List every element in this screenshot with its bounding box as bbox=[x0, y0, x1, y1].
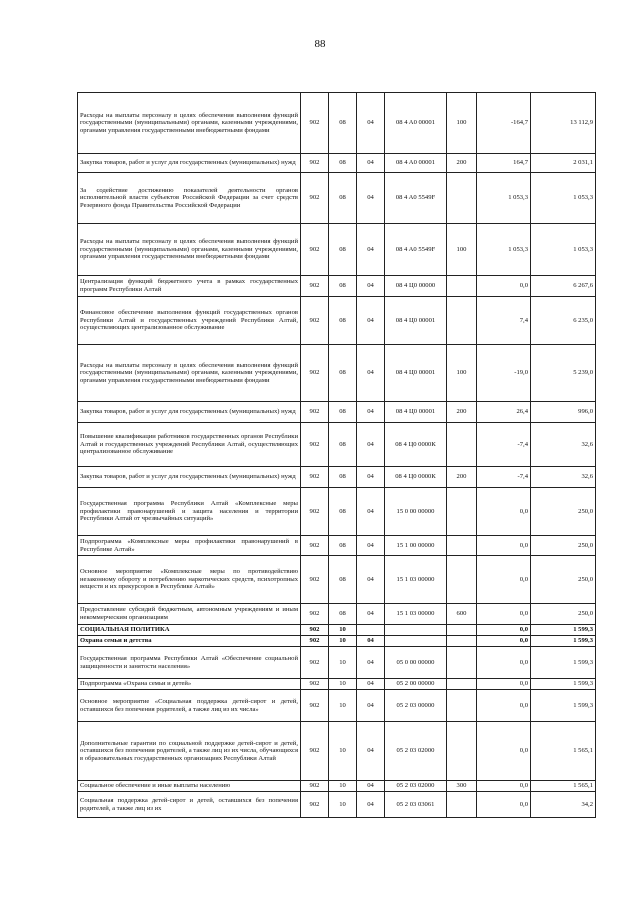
row-section-cell: 08 bbox=[329, 604, 357, 625]
row-section-cell: 10 bbox=[329, 690, 357, 722]
row-target-article-cell: 15 1 03 00000 bbox=[385, 556, 447, 604]
row-expense-type-cell bbox=[447, 488, 477, 536]
row-amount-total-cell: 250,0 bbox=[531, 556, 596, 604]
row-expense-type-cell: 300 bbox=[447, 781, 477, 792]
row-grbs-cell: 902 bbox=[301, 604, 329, 625]
row-expense-type-cell bbox=[447, 625, 477, 636]
row-grbs-cell: 902 bbox=[301, 690, 329, 722]
row-target-article-cell: 15 1 03 00000 bbox=[385, 604, 447, 625]
row-section-cell: 10 bbox=[329, 722, 357, 781]
row-subsection-cell: 04 bbox=[357, 690, 385, 722]
row-amount-change-cell: 0,0 bbox=[477, 488, 531, 536]
table-row bbox=[78, 604, 596, 625]
row-name-cell: Подпрограмма «Комплексные меры профилактики правонарушений в Республике Алтай» bbox=[78, 536, 301, 556]
row-subsection-cell: 04 bbox=[357, 636, 385, 647]
row-subsection-cell: 04 bbox=[357, 93, 385, 154]
row-target-article-cell: 08 4 Ц0 00001 bbox=[385, 297, 447, 345]
row-amount-change-cell: 0,0 bbox=[477, 536, 531, 556]
row-expense-type-cell: 200 bbox=[447, 402, 477, 423]
budget-table bbox=[77, 92, 596, 818]
row-grbs-cell: 902 bbox=[301, 224, 329, 276]
row-name-cell: Закупка товаров, работ и услуг для государственных (муниципальных) нужд bbox=[78, 402, 301, 423]
row-amount-change-cell: 7,4 bbox=[477, 297, 531, 345]
row-grbs-cell: 902 bbox=[301, 173, 329, 224]
row-target-article-cell: 05 2 03 02000 bbox=[385, 781, 447, 792]
row-amount-total-cell: 2 031,1 bbox=[531, 154, 596, 173]
row-grbs-cell: 902 bbox=[301, 297, 329, 345]
row-amount-total-cell: 1 599,3 bbox=[531, 647, 596, 679]
row-target-article-cell: 05 0 00 00000 bbox=[385, 647, 447, 679]
row-expense-type-cell bbox=[447, 792, 477, 818]
row-grbs-cell: 902 bbox=[301, 679, 329, 690]
row-name-cell: Подпрограмма «Охрана семьи и детей» bbox=[78, 679, 301, 690]
row-section-cell: 08 bbox=[329, 488, 357, 536]
row-expense-type-cell bbox=[447, 556, 477, 604]
table-row bbox=[78, 173, 596, 224]
row-amount-total-cell: 5 239,0 bbox=[531, 345, 596, 402]
row-amount-change-cell: 0,0 bbox=[477, 690, 531, 722]
row-amount-total-cell: 32,6 bbox=[531, 423, 596, 467]
table-row bbox=[78, 488, 596, 536]
row-amount-change-cell: 1 053,3 bbox=[477, 224, 531, 276]
row-section-cell: 10 bbox=[329, 792, 357, 818]
row-subsection-cell: 04 bbox=[357, 345, 385, 402]
row-expense-type-cell bbox=[447, 536, 477, 556]
row-subsection-cell: 04 bbox=[357, 722, 385, 781]
row-name-cell: Финансовое обеспечение выполнения функций государственных органов Республики Алтай и государственных учреждений Республики Алтай, осуществляющих централизованное обслуживание bbox=[78, 297, 301, 345]
table-row bbox=[78, 467, 596, 488]
row-section-cell: 10 bbox=[329, 781, 357, 792]
table-row bbox=[78, 154, 596, 173]
row-subsection-cell: 04 bbox=[357, 224, 385, 276]
row-expense-type-cell: 600 bbox=[447, 604, 477, 625]
row-amount-total-cell: 6 267,6 bbox=[531, 276, 596, 297]
row-amount-total-cell: 34,2 bbox=[531, 792, 596, 818]
row-target-article-cell bbox=[385, 625, 447, 636]
row-name-cell: Основное мероприятие «Социальная поддержка детей-сирот и детей, оставшихся без попечения родителей, а также лиц из их числа» bbox=[78, 690, 301, 722]
row-subsection-cell: 04 bbox=[357, 604, 385, 625]
row-expense-type-cell: 200 bbox=[447, 467, 477, 488]
row-subsection-cell: 04 bbox=[357, 173, 385, 224]
row-name-cell: Закупка товаров, работ и услуг для государственных (муниципальных) нужд bbox=[78, 467, 301, 488]
row-amount-change-cell: 0,0 bbox=[477, 647, 531, 679]
row-amount-change-cell: -7,4 bbox=[477, 467, 531, 488]
row-section-cell: 08 bbox=[329, 467, 357, 488]
row-grbs-cell: 902 bbox=[301, 722, 329, 781]
row-section-cell: 08 bbox=[329, 402, 357, 423]
row-amount-change-cell: 0,0 bbox=[477, 636, 531, 647]
row-target-article-cell: 08 4 A0 00001 bbox=[385, 154, 447, 173]
row-amount-total-cell: 13 112,9 bbox=[531, 93, 596, 154]
row-amount-total-cell: 6 235,0 bbox=[531, 297, 596, 345]
row-grbs-cell: 902 bbox=[301, 636, 329, 647]
row-subsection-cell: 04 bbox=[357, 297, 385, 345]
row-target-article-cell: 08 4 Ц0 00001 bbox=[385, 402, 447, 423]
table-row bbox=[78, 536, 596, 556]
row-grbs-cell: 902 bbox=[301, 276, 329, 297]
row-expense-type-cell bbox=[447, 297, 477, 345]
row-name-cell: Государственная программа Республики Алтай «Комплексные меры профилактики правонарушений и защита населения и территории Республики Алтай от чрезвычайных ситуаций» bbox=[78, 488, 301, 536]
row-amount-total-cell: 32,6 bbox=[531, 467, 596, 488]
table-row bbox=[78, 636, 596, 647]
row-amount-change-cell: 164,7 bbox=[477, 154, 531, 173]
row-amount-total-cell: 1 599,3 bbox=[531, 690, 596, 722]
row-subsection-cell: 04 bbox=[357, 647, 385, 679]
row-expense-type-cell: 100 bbox=[447, 93, 477, 154]
table-row bbox=[78, 345, 596, 402]
row-grbs-cell: 902 bbox=[301, 93, 329, 154]
row-grbs-cell: 902 bbox=[301, 423, 329, 467]
row-grbs-cell: 902 bbox=[301, 467, 329, 488]
row-section-cell: 08 bbox=[329, 224, 357, 276]
row-target-article-cell: 08 4 Ц0 00001 bbox=[385, 345, 447, 402]
row-section-cell: 08 bbox=[329, 345, 357, 402]
row-target-article-cell: 08 4 Ц0 0000К bbox=[385, 467, 447, 488]
row-target-article-cell: 05 2 03 02000 bbox=[385, 722, 447, 781]
row-amount-change-cell: 0,0 bbox=[477, 781, 531, 792]
table-row bbox=[78, 679, 596, 690]
row-target-article-cell: 15 0 00 00000 bbox=[385, 488, 447, 536]
row-section-cell: 10 bbox=[329, 636, 357, 647]
row-name-cell: Социальное обеспечение и иные выплаты населению bbox=[78, 781, 301, 792]
row-grbs-cell: 902 bbox=[301, 536, 329, 556]
row-amount-total-cell: 1 565,1 bbox=[531, 722, 596, 781]
row-subsection-cell: 04 bbox=[357, 781, 385, 792]
row-amount-change-cell: -164,7 bbox=[477, 93, 531, 154]
row-subsection-cell: 04 bbox=[357, 488, 385, 536]
table-row bbox=[78, 792, 596, 818]
row-amount-change-cell: 0,0 bbox=[477, 556, 531, 604]
row-name-cell: Расходы на выплаты персоналу в целях обеспечения выполнения функций государственными (муниципальными) органами, казенными учреждениями, органами управления государственными внебюджетными фондами bbox=[78, 345, 301, 402]
row-grbs-cell: 902 bbox=[301, 792, 329, 818]
row-amount-change-cell: 0,0 bbox=[477, 625, 531, 636]
row-section-cell: 08 bbox=[329, 173, 357, 224]
row-subsection-cell: 04 bbox=[357, 679, 385, 690]
table-row bbox=[78, 647, 596, 679]
row-expense-type-cell bbox=[447, 679, 477, 690]
row-expense-type-cell bbox=[447, 647, 477, 679]
row-subsection-cell: 04 bbox=[357, 556, 385, 604]
table-row bbox=[78, 224, 596, 276]
row-amount-change-cell: 26,4 bbox=[477, 402, 531, 423]
row-name-cell: Дополнительные гарантии по социальной поддержке детей-сирот и детей, оставшихся без попечения родителей, а также лиц из их числа, обучающихся в образовательных государственных организациях Республики Алтай bbox=[78, 722, 301, 781]
row-amount-change-cell: 0,0 bbox=[477, 679, 531, 690]
row-section-cell: 10 bbox=[329, 647, 357, 679]
row-target-article-cell bbox=[385, 636, 447, 647]
row-amount-change-cell: 0,0 bbox=[477, 722, 531, 781]
table-row bbox=[78, 93, 596, 154]
table-row bbox=[78, 690, 596, 722]
row-target-article-cell: 05 2 00 00000 bbox=[385, 679, 447, 690]
row-name-cell: Расходы на выплаты персоналу в целях обеспечения выполнения функций государственными (муниципальными) органами, казенными учреждениями, органами управления государственными внебюджетными фондами bbox=[78, 224, 301, 276]
table-row bbox=[78, 781, 596, 792]
row-grbs-cell: 902 bbox=[301, 781, 329, 792]
row-expense-type-cell bbox=[447, 173, 477, 224]
row-name-cell: Закупка товаров, работ и услуг для государственных (муниципальных) нужд bbox=[78, 154, 301, 173]
row-name-cell: Охрана семьи и детства bbox=[78, 636, 301, 647]
row-subsection-cell: 04 bbox=[357, 154, 385, 173]
row-target-article-cell: 05 2 03 00000 bbox=[385, 690, 447, 722]
row-section-cell: 10 bbox=[329, 625, 357, 636]
row-grbs-cell: 902 bbox=[301, 625, 329, 636]
row-amount-total-cell: 1 599,3 bbox=[531, 636, 596, 647]
row-amount-change-cell: -7,4 bbox=[477, 423, 531, 467]
row-section-cell: 08 bbox=[329, 556, 357, 604]
row-amount-total-cell: 1 599,3 bbox=[531, 679, 596, 690]
table-row bbox=[78, 297, 596, 345]
table-row bbox=[78, 625, 596, 636]
row-name-cell: За содействие достижению показателей деятельности органов исполнительной власти субъектов Российской Федерации за счет средств Резервного фонда Правительства Российской Федерации bbox=[78, 173, 301, 224]
row-amount-total-cell: 1 053,3 bbox=[531, 173, 596, 224]
row-amount-total-cell: 1 565,1 bbox=[531, 781, 596, 792]
row-name-cell: Повышение квалификации работников государственных органов Республики Алтай и государственных учреждений Республики Алтай, осуществляющих централизованное обслуживание bbox=[78, 423, 301, 467]
row-target-article-cell: 05 2 03 03061 bbox=[385, 792, 447, 818]
row-amount-total-cell: 250,0 bbox=[531, 604, 596, 625]
row-name-cell: Расходы на выплаты персоналу в целях обеспечения выполнения функций государственными (муниципальными) органами, казенными учреждениями, органами управления государственными внебюджетными фондами bbox=[78, 93, 301, 154]
row-name-cell: Основное мероприятие «Комплексные меры по противодействию незаконному обороту и потреблению наркотических средств, психотропных веществ и их прекурсоров в Республике Алтай» bbox=[78, 556, 301, 604]
row-grbs-cell: 902 bbox=[301, 154, 329, 173]
row-amount-change-cell: 0,0 bbox=[477, 276, 531, 297]
row-subsection-cell: 04 bbox=[357, 402, 385, 423]
row-name-cell: Государственная программа Республики Алтай «Обеспечение социальной защищенности и занятости населения» bbox=[78, 647, 301, 679]
row-subsection-cell: 04 bbox=[357, 467, 385, 488]
row-target-article-cell: 08 4 Ц0 0000К bbox=[385, 423, 447, 467]
row-section-cell: 08 bbox=[329, 536, 357, 556]
row-target-article-cell: 08 4 A0 5549F bbox=[385, 173, 447, 224]
row-expense-type-cell bbox=[447, 690, 477, 722]
row-grbs-cell: 902 bbox=[301, 647, 329, 679]
row-expense-type-cell: 100 bbox=[447, 345, 477, 402]
row-section-cell: 08 bbox=[329, 297, 357, 345]
row-section-cell: 08 bbox=[329, 423, 357, 467]
row-amount-total-cell: 250,0 bbox=[531, 536, 596, 556]
row-section-cell: 10 bbox=[329, 679, 357, 690]
row-name-cell: СОЦИАЛЬНАЯ ПОЛИТИКА bbox=[78, 625, 301, 636]
row-name-cell: Централизация функций бюджетного учета в рамках государственных программ Республики Алтай bbox=[78, 276, 301, 297]
row-subsection-cell: 04 bbox=[357, 536, 385, 556]
row-subsection-cell bbox=[357, 625, 385, 636]
row-subsection-cell: 04 bbox=[357, 276, 385, 297]
table-row bbox=[78, 276, 596, 297]
table-row bbox=[78, 556, 596, 604]
row-amount-total-cell: 1 599,3 bbox=[531, 625, 596, 636]
row-expense-type-cell: 100 bbox=[447, 224, 477, 276]
row-amount-total-cell: 1 053,3 bbox=[531, 224, 596, 276]
row-grbs-cell: 902 bbox=[301, 488, 329, 536]
row-amount-change-cell: 0,0 bbox=[477, 604, 531, 625]
row-target-article-cell: 15 1 00 00000 bbox=[385, 536, 447, 556]
row-target-article-cell: 08 4 Ц0 00000 bbox=[385, 276, 447, 297]
row-amount-change-cell: 0,0 bbox=[477, 792, 531, 818]
row-grbs-cell: 902 bbox=[301, 402, 329, 423]
table-row bbox=[78, 722, 596, 781]
row-amount-change-cell: 1 053,3 bbox=[477, 173, 531, 224]
row-section-cell: 08 bbox=[329, 93, 357, 154]
row-subsection-cell: 04 bbox=[357, 423, 385, 467]
row-target-article-cell: 08 4 A0 5549F bbox=[385, 224, 447, 276]
row-name-cell: Социальная поддержка детей-сирот и детей, оставшихся без попечения родителей, а также лиц из их bbox=[78, 792, 301, 818]
row-target-article-cell: 08 4 A0 00001 bbox=[385, 93, 447, 154]
row-expense-type-cell bbox=[447, 722, 477, 781]
table-row bbox=[78, 402, 596, 423]
row-section-cell: 08 bbox=[329, 154, 357, 173]
row-expense-type-cell bbox=[447, 636, 477, 647]
row-grbs-cell: 902 bbox=[301, 556, 329, 604]
row-expense-type-cell: 200 bbox=[447, 154, 477, 173]
row-subsection-cell: 04 bbox=[357, 792, 385, 818]
row-amount-total-cell: 996,0 bbox=[531, 402, 596, 423]
row-expense-type-cell bbox=[447, 276, 477, 297]
row-grbs-cell: 902 bbox=[301, 345, 329, 402]
row-expense-type-cell bbox=[447, 423, 477, 467]
row-amount-change-cell: -19,0 bbox=[477, 345, 531, 402]
row-name-cell: Предоставление субсидий бюджетным, автономным учреждениям и иным некоммерческим организациям bbox=[78, 604, 301, 625]
row-amount-total-cell: 250,0 bbox=[531, 488, 596, 536]
page-number: 88 bbox=[314, 38, 326, 50]
table-row bbox=[78, 423, 596, 467]
row-section-cell: 08 bbox=[329, 276, 357, 297]
